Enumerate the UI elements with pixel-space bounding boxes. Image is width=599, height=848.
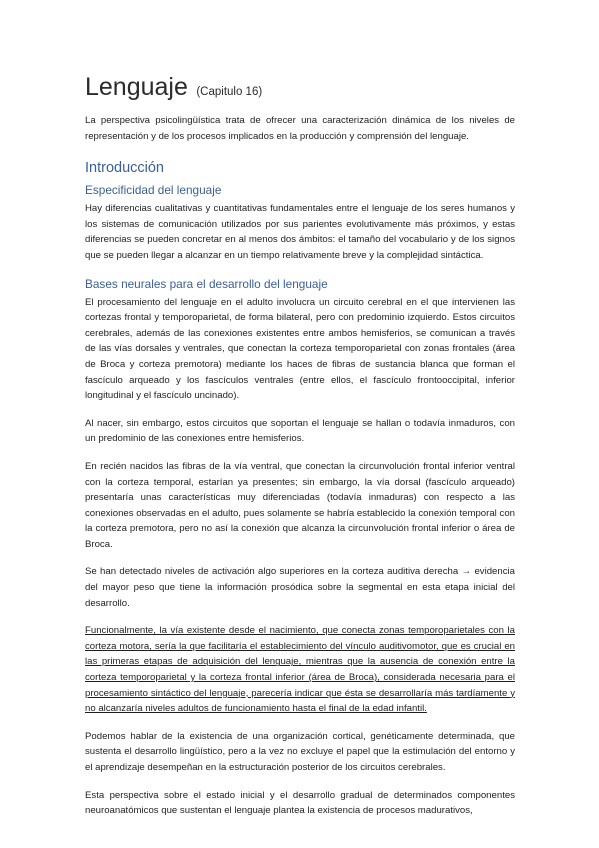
intro-paragraph: La perspectiva psicolingüística trata de ofrecer una caracterización dinámica de los niveles de representación y de los procesos implicados en la producción y comprensión del lenguaje. [85,115,515,142]
section-heading-introduccion: Introducción [85,160,164,177]
paragraph-recien-nacidos: En recién nacidos las fibras de la vía ventral, que conectan la circunvolución frontal inferior ventral con la corteza temporal, estarían ya presentes; sin embargo, la vía dorsal (fascículo arqueado) presentaría unas características muy diferenciadas (todavía inmaduras) con respecto a las conexiones observadas en el adulto, pues solamente se habría establecido la conexión temporal con la corteza premotora, pero no así la conexión que alcanza la circunvolución frontal inferior o área de Broca. [85,460,515,550]
document-page [85,72,515,831]
paragraph-al-nacer: Al nacer, sin embargo, estos circuitos que soportan el lenguaje se hallan o todavía inmaduros, con un predominio de las conexiones entre hemisferios. [85,417,515,445]
paragraph-procesamiento: El procesamiento del lenguaje en el adulto involucra un circuito cerebral en el que intervienen las cortezas frontal y temporoparietal, de forma bilateral, pero con predominio izquierdo. Estos circuitos cerebrales, además de las conexiones existentes entre ambos hemisferios, se comunican a través de las vías dorsales y ventrales, que conectan la corteza temporoparietal con zonas frontales (área de Broca y corteza premotora) mediante los haces de fibras de sustancia blanca que forman el fascículo arqueado y los fascículos ventrales (entre ellos, el fascículo frontooccipital, inferior longitudinal y el fascículo uncinado). [85,296,515,402]
page-subtitle: (Capitulo 16) [196,86,263,98]
subsection-heading-especificidad: Especificidad del lenguaje [85,183,222,198]
subsection-heading-bases-neurales: Bases neurales para el desarrollo del lenguaje [85,276,328,291]
paragraph-especificidad: Hay diferencias cualitativas y cuantitativas fundamentales entre el lenguaje de los seres humanos y los sistemas de comunicación utilizados por sus parientes evolutivamente más próximos, y estas diferencias se pueden concretar en al menos dos ámbitos: el tamaño del vocabulario y de los signos que se pueden llegar a alcanzar en un tiempo relativamente breve y la complejidad sintáctica. [85,203,515,261]
page-title: Lenguaje [85,73,188,101]
paragraph-funcionalmente: Funcionalmente, la vía existente desde el nacimiento, que conecta zonas temporoparietales con la corteza motora, sería la que facilitaría el establecimiento del vínculo auditivomotor, que es crucial en las primeras etapas de adquisición del lenguaje, mientras que la ausencia de conexión entre la corteza temporoparietal y la corteza frontal inferior (área de Broca), considerada necesaria para el procesamiento sintáctico del lenguaje, parecería indicar que ésta se desarrollaría más tardíamente y no alcanzaría niveles adultos de funcionamiento hasta el final de la edad infantil. [85,625,515,715]
title-row [85,72,515,107]
paragraph-organizacion-cortical: Podemos hablar de la existencia de una organización cortical, genéticamente determinada, que sustenta el desarrollo lingüístico, pero a la vez no excluye el papel que la estimulación del entorno y el aprendizaje desempeñan en la estructuración posterior de los circuitos cerebrales. [85,730,515,773]
paragraph-perspectiva: Esta perspectiva sobre el estado inicial y el desarrollo gradual de determinados componentes neuroanatómicos que sustentan el lenguaje plantea la existencia de procesos madurativos, [85,789,515,817]
paragraph-activacion: Se han detectado niveles de activación algo superiores en la corteza auditiva derecha → evidencia del mayor peso que tiene la información prosódica sobre la segmental en esta etapa inicial del desarrollo. [85,566,515,609]
